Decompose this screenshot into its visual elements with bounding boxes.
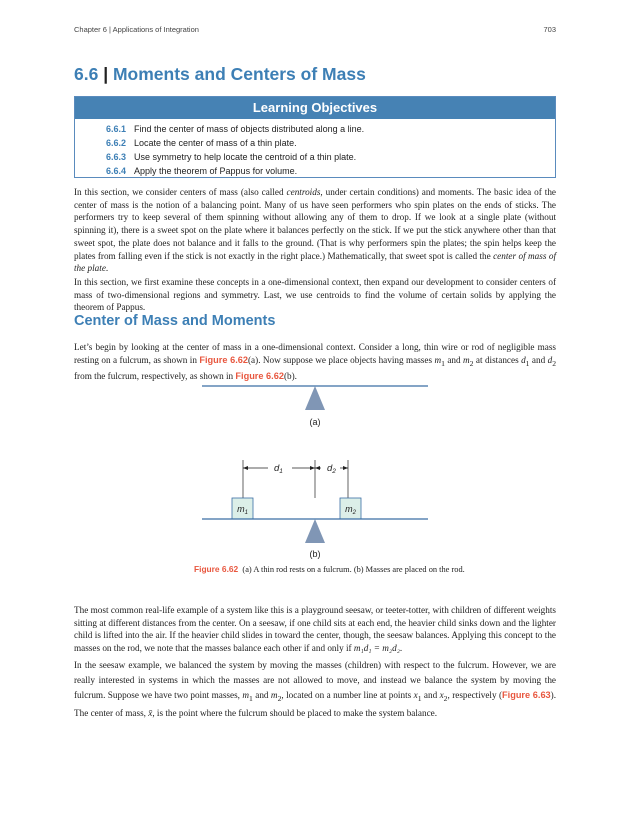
- text-run: ). The center of mass,: [74, 690, 557, 718]
- math-var: d: [547, 354, 553, 365]
- arrow-icon: [310, 466, 315, 470]
- math-var: m: [270, 690, 278, 700]
- arrow-icon: [343, 466, 348, 470]
- text-run: from the fulcrum, respectively, as shown in: [74, 371, 236, 382]
- objective-text: Use symmetry to help locate the centroid of a thin plate.: [134, 152, 357, 162]
- intro-paragraph: [74, 186, 556, 275]
- section-number: 6.6: [74, 64, 99, 84]
- math-sub: 1: [249, 693, 253, 703]
- d1-var: d: [274, 463, 280, 474]
- text-run: , respectively (: [447, 690, 503, 700]
- arrow-icon: [315, 466, 320, 470]
- objective-text: Apply the theorem of Pappus for volume.: [134, 166, 298, 176]
- text-run: (b).: [283, 371, 297, 382]
- text-run: and: [444, 354, 464, 365]
- math-var: m: [242, 690, 250, 700]
- math-sub: 1: [525, 358, 530, 368]
- label-a: (a): [309, 417, 321, 427]
- math-var: d: [521, 354, 526, 365]
- math-sub: 2: [469, 358, 474, 368]
- text-run: In the seesaw example, we balanced the system by moving the masses (children) with respect to the fulcrum. However, we are really interested in systems in which the masses are not allowed to move, and instead we balance the system by moving the fulcrum. Suppose we have two point masses,: [74, 660, 556, 700]
- text-run: In this section, we consider centers of mass (also called: [74, 187, 287, 197]
- objective-item: [106, 122, 555, 136]
- figure-caption: [194, 564, 484, 575]
- d2-var: d: [327, 463, 333, 474]
- math-sub: 1: [441, 358, 445, 368]
- section-title: [74, 64, 366, 85]
- d1-label: [274, 463, 283, 475]
- math-sub: 2: [277, 693, 282, 703]
- m2-sub: 2: [352, 510, 356, 516]
- learning-objectives-list: [75, 119, 555, 178]
- d1-sub: 1: [279, 468, 283, 475]
- subsection-heading: Center of Mass and Moments: [74, 313, 276, 329]
- running-header-chapter: Chapter 6 | Applications of Integration: [74, 25, 199, 34]
- caption-label: Figure 6.62: [194, 564, 239, 574]
- seesaw-paragraph: [74, 604, 556, 655]
- page-number: 703: [543, 25, 556, 34]
- objective-item: [106, 164, 555, 178]
- label-b: (b): [309, 549, 321, 559]
- objective-text: Locate the center of mass of a thin plate.: [134, 138, 297, 148]
- figure-6-62: [190, 380, 440, 560]
- arrow-icon: [243, 466, 248, 470]
- learning-objectives-heading: Learning Objectives: [75, 97, 555, 119]
- m1-sub: 1: [244, 510, 248, 516]
- text-run: The most common real-life example of a system like this is a playground seesaw, or teeter-totter, with children of different weights sitting at different distances from the center. On a seesaw, if one child sits at each end, the heavier child sinks down and the lighter child is lifted into the air. If the heavier child slides in toward the center, though, the seesaw balances. Applying this concept to the masses on the rod, we note that the masses balance each other if and only if: [74, 605, 556, 654]
- text-run: and: [421, 690, 440, 700]
- rod-paragraph: [74, 341, 556, 383]
- math-xbar: x̄: [148, 707, 153, 718]
- fulcrum-paragraph: [74, 658, 556, 721]
- math-var: x: [413, 690, 418, 700]
- text-run: .: [105, 263, 109, 274]
- math-var: m: [434, 354, 442, 365]
- text-run: (a). Now suppose we place objects having masses: [248, 354, 435, 365]
- text-run: , under certain conditions) and moments. The basic idea of the center of mass is the notion of a balancing point. Many of us have seen performers who spin plates on the ends of sticks. The performers try to keep several of them spinning without allowing any of them to drop. If we look at a single plate (without spinning it), there is a sweet spot on the plate where it balances perfectly on the stick. If we put the stick anywhere other than that sweet spot, the plate does not balance and it falls to the ground. (That is why performers spin the plates; the spin helps keep the plates from falling even if the stick is not exactly in the right place.) Mathematically, that sweet spot is called the: [74, 187, 556, 261]
- text-run: Let’s begin by looking at the center of mass in a one-dimensional context. Consider a long, thin wire or rod of negligible mass resting on a fulcrum, as shown in: [74, 342, 556, 365]
- term-center-of-mass: center of mass of the plate: [74, 250, 556, 274]
- text-run: .: [399, 643, 403, 654]
- title-separator: |: [103, 64, 109, 84]
- objective-number: 6.6.3: [106, 152, 127, 162]
- d2-sub: 2: [332, 468, 336, 475]
- overview-paragraph: In this section, we first examine these concepts in a one-dimensional context, then expand our development to consider centers of mass of two-dimensional regions and symmetry. Last, we use centroids to find the volume of certain solids by applying the theorem of Pappus.: [74, 277, 556, 313]
- m2-var: m: [345, 504, 353, 514]
- section-title-text: Moments and Centers of Mass: [112, 64, 366, 84]
- fulcrum-a: [305, 386, 325, 410]
- text-run: , located on a number line at points: [281, 690, 414, 700]
- figure-link[interactable]: Figure 6.62: [199, 354, 248, 365]
- objective-item: [106, 150, 555, 164]
- math-var: x: [439, 690, 444, 700]
- d2-label: [327, 463, 336, 475]
- math-sub: 1: [417, 693, 422, 703]
- balance-equation: m₁d₁ = m₂d₂: [353, 643, 400, 654]
- math-var: m: [463, 354, 470, 365]
- text-run: , is the point where the fulcrum should be placed to make the system balance.: [152, 707, 438, 718]
- m1-var: m: [237, 504, 245, 514]
- text-run: and: [529, 354, 548, 365]
- figure-link[interactable]: Figure 6.63: [502, 690, 551, 700]
- objective-number: 6.6.1: [106, 124, 127, 134]
- objective-number: 6.6.4: [106, 166, 127, 176]
- math-sub: 2: [552, 358, 557, 368]
- text-run: at distances: [473, 354, 522, 365]
- learning-objectives-box: [74, 96, 556, 178]
- objective-number: 6.6.2: [106, 138, 127, 148]
- caption-text: (a) A thin rod rests on a fulcrum. (b) Masses are placed on the rod.: [242, 565, 465, 574]
- objective-text: Find the center of mass of objects distributed along a line.: [134, 124, 365, 134]
- term-centroids: centroids: [286, 187, 321, 197]
- math-sub: 2: [443, 693, 448, 703]
- text-run: and: [252, 690, 271, 700]
- fulcrum-b: [305, 519, 325, 543]
- figure-link[interactable]: Figure 6.62: [235, 371, 284, 382]
- objective-item: [106, 136, 555, 150]
